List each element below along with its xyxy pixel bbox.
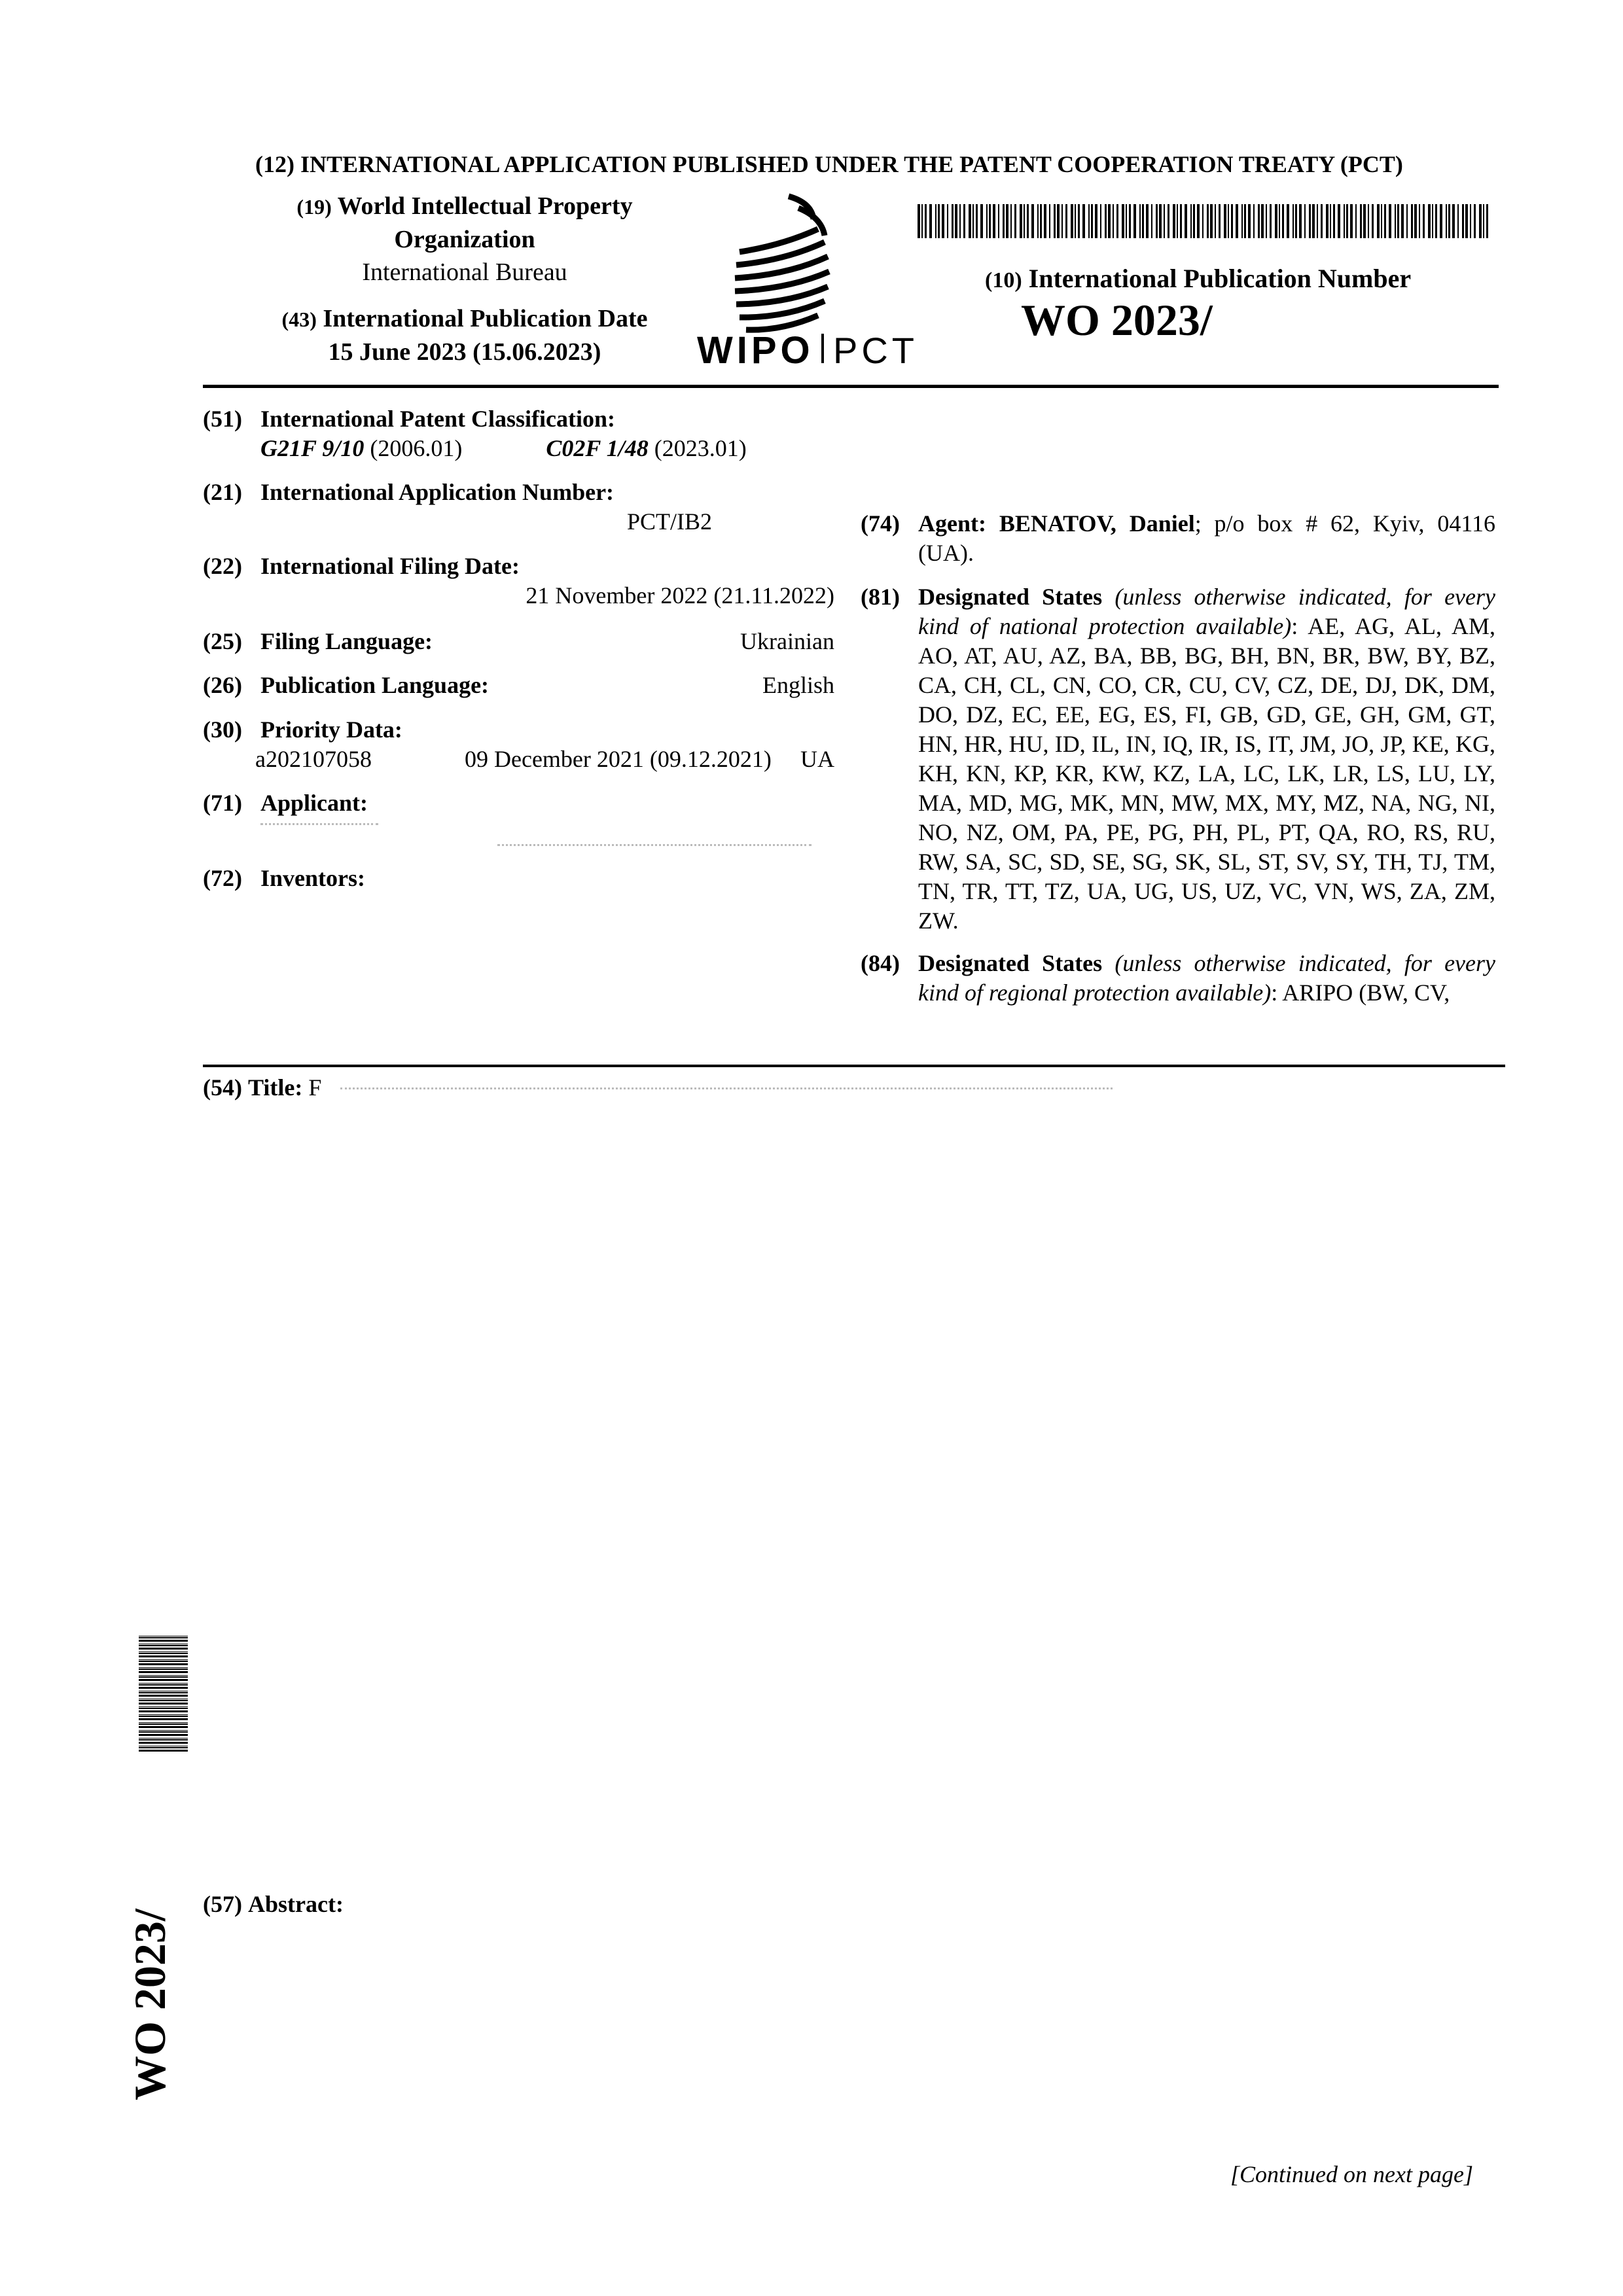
barcode-bar (139, 1710, 188, 1712)
barcode-bar (998, 204, 999, 238)
barcode-bar (1248, 204, 1251, 238)
ipc-values: G21F 9/10 (2006.01) C02F 1/48 (2023.01) (260, 435, 747, 461)
barcode-bar (1474, 204, 1476, 238)
barcode-bar (139, 1722, 188, 1723)
barcode-bar (139, 1648, 188, 1650)
barcode-bar (1389, 204, 1391, 238)
barcode-bar (972, 204, 974, 238)
barcode-bar (1309, 204, 1311, 238)
barcode-bar (1168, 204, 1169, 238)
barcode-bar (1031, 204, 1034, 238)
barcode-bar (1164, 204, 1165, 238)
barcode-bar (139, 1714, 188, 1715)
barcode-bar (1346, 204, 1348, 238)
barcode-bar (1210, 204, 1213, 238)
barcode-bar (1282, 204, 1284, 238)
barcode-bar (1368, 204, 1369, 238)
barcode-bar (1440, 204, 1442, 238)
barcode-bar (1075, 204, 1076, 238)
barcode-bar (139, 1679, 188, 1681)
barcode-bar (1462, 204, 1464, 238)
barcode-bar (1116, 204, 1118, 238)
filing-date-value: 21 November 2022 (21.11.2022) (526, 582, 834, 609)
barcode-bar (1363, 204, 1366, 238)
barcode-bar (1395, 204, 1396, 238)
barcode-bar (1483, 204, 1484, 238)
barcode-bar (1486, 204, 1488, 238)
barcode-bar (1414, 204, 1417, 238)
barcode-bar (1293, 204, 1294, 238)
barcode-bar (139, 1687, 188, 1689)
barcode-bar (1241, 204, 1243, 238)
barcode-bar (1105, 204, 1107, 238)
barcode-bar (1321, 204, 1323, 238)
barcode-bar (1185, 204, 1187, 238)
barcode-bar (969, 204, 971, 238)
barcode-bar (1044, 204, 1046, 238)
publication-language-value: English (762, 672, 834, 698)
barcode-bar (952, 204, 954, 238)
barcode-bar (1173, 204, 1175, 238)
barcode-bar (1428, 204, 1431, 238)
barcode-bar (1057, 204, 1060, 238)
publication-language-field: (26) Publication Language: English (203, 671, 834, 700)
applicant-redacted (260, 823, 378, 825)
barcode-bar (918, 204, 920, 238)
logo-divider (821, 334, 824, 363)
barcode-bar (1244, 204, 1246, 238)
barcode-bar (139, 1667, 188, 1668)
barcode-bar (1270, 204, 1272, 238)
barcode-bar (1479, 204, 1482, 238)
barcode-bar (938, 204, 940, 238)
barcode-bar (139, 1700, 188, 1701)
barcode-bar (139, 1637, 188, 1638)
barcode-bar (1381, 204, 1382, 238)
priority-values: a202107058 09 December 2021 (09.12.2021) UA (255, 746, 834, 772)
barcode-bar (1091, 204, 1093, 238)
barcode-bar (139, 1640, 188, 1642)
header-divider (203, 385, 1499, 388)
barcode-bar (139, 1734, 188, 1736)
barcode-bar (1088, 204, 1090, 238)
barcode-bar (942, 204, 944, 238)
barcode-bar (1344, 204, 1345, 238)
barcode-bar (1146, 204, 1149, 238)
barcode-bar (1193, 204, 1195, 238)
barcode-bar (935, 204, 936, 238)
barcode-bar (1231, 204, 1233, 238)
filing-date-field: (22) International Filing Date: (203, 553, 520, 579)
barcode-bar (921, 204, 923, 238)
barcode-bar (1333, 204, 1335, 238)
side-barcode (139, 1636, 188, 1754)
barcode-bar (1330, 204, 1331, 238)
barcode-bar (1082, 204, 1085, 238)
barcode-bar (139, 1708, 188, 1709)
barcode-bar (139, 1726, 188, 1728)
barcode-bar (139, 1683, 188, 1684)
barcode-bar (139, 1742, 188, 1744)
barcode-bar (139, 1675, 188, 1676)
barcode-bar (1049, 204, 1050, 238)
barcode-bar (929, 204, 932, 238)
barcode-bar (139, 1739, 188, 1740)
barcode-bar (139, 1671, 188, 1673)
barcode-bar (1078, 204, 1080, 238)
barcode-bar (1061, 204, 1063, 238)
barcode-bar (1317, 204, 1318, 238)
barcode-bar (1108, 204, 1111, 238)
barcode-bar (1406, 204, 1408, 238)
barcode-bar (139, 1730, 188, 1731)
barcode-bar (139, 1651, 188, 1652)
barcode-bar (1446, 204, 1447, 238)
barcode-bar (947, 204, 948, 238)
barcode-bar (1024, 204, 1025, 238)
bibliographic-divider (203, 1065, 1505, 1067)
wipo-logo-text: WIPO (697, 329, 814, 370)
barcode-bar (1037, 204, 1039, 238)
barcode-bar (1258, 204, 1260, 238)
barcode-bar (1202, 204, 1204, 238)
barcode-bar (1006, 204, 1008, 238)
application-number-field: (21) International Application Number: (203, 479, 615, 505)
barcode-bar (1054, 204, 1056, 238)
barcode-bar (139, 1669, 188, 1670)
barcode-bar (1100, 204, 1101, 238)
publication-number: WO 2023/ (1021, 295, 1213, 345)
barcode-bar (1470, 204, 1471, 238)
barcode-bar (1014, 204, 1016, 238)
pct-title: (12) INTERNATIONAL APPLICATION PUBLISHED UNDER THE PATENT COOPERATION TREATY (PCT) (255, 151, 1403, 177)
barcode-bar (1133, 204, 1136, 238)
barcode-bar (1207, 204, 1209, 238)
barcode-bar (1326, 204, 1329, 238)
barcode-bar (1236, 204, 1238, 238)
barcode-bar (1156, 204, 1158, 238)
barcode-bar (955, 204, 957, 238)
barcode-bar (1126, 204, 1127, 238)
priority-field: (30) Priority Data: (203, 716, 402, 743)
barcode-bar (139, 1738, 188, 1739)
applicant-redacted (497, 844, 812, 846)
barcode-bar (1448, 204, 1450, 238)
barcode-bar (1215, 204, 1216, 238)
barcode-bar (925, 204, 927, 238)
title-field: (54) Title: F (203, 1074, 322, 1101)
publication-barcode (918, 204, 1493, 238)
barcode-bar (1122, 204, 1124, 238)
barcode-bar (139, 1750, 188, 1752)
barcode-bar (139, 1703, 188, 1704)
barcode-bar (1312, 204, 1315, 238)
pct-logo-text: PCT (833, 330, 918, 370)
barcode-bar (1027, 204, 1029, 238)
barcode-bar (139, 1655, 188, 1657)
barcode-bar (1457, 204, 1459, 238)
barcode-bar (1010, 204, 1012, 238)
designated-states-regional: (84) Designated States (unless otherwise indicated, for every kind of regional protection available): ARIPO (BW, CV, (861, 950, 1495, 1006)
barcode-bar (1435, 204, 1437, 238)
barcode-bar (1159, 204, 1162, 238)
barcode-bar (139, 1706, 188, 1707)
title-redacted (340, 1087, 1113, 1089)
organization-block: (19) World Intellectual Property Organization International Bureau (296, 192, 633, 286)
barcode-bar (139, 1747, 188, 1748)
barcode-bar (1040, 204, 1042, 238)
barcode-bar (1020, 204, 1022, 238)
barcode-bar (976, 204, 978, 238)
barcode-bar (1071, 204, 1073, 238)
barcode-bar (1401, 204, 1404, 238)
barcode-bar (1419, 204, 1420, 238)
barcode-bar (1423, 204, 1425, 238)
barcode-bar (139, 1661, 188, 1662)
barcode-bar (1003, 204, 1005, 238)
barcode-bar (139, 1663, 188, 1665)
barcode-bar (1139, 204, 1141, 238)
barcode-bar (1355, 204, 1357, 238)
barcode-bar (1299, 204, 1302, 238)
filing-language-field: (25) Filing Language: Ukrainian (203, 627, 834, 656)
barcode-bar (139, 1723, 188, 1725)
publication-number-label: (10) International Publication Number (985, 264, 1412, 293)
abstract-field: (57) Abstract: (203, 1891, 344, 1917)
barcode-bar (1397, 204, 1399, 238)
barcode-bar (1377, 204, 1380, 238)
continued-note: [Continued on next page] (1230, 2161, 1473, 2187)
barcode-bar (139, 1684, 188, 1686)
barcode-bar (989, 204, 991, 238)
barcode-bar (1372, 204, 1374, 238)
barcode-bar (1095, 204, 1097, 238)
barcode-bar (1065, 204, 1067, 238)
barcode-bar (139, 1692, 188, 1693)
barcode-bar (139, 1676, 188, 1678)
inventors-field: (72) Inventors: (203, 865, 365, 891)
barcode-bar (1304, 204, 1306, 238)
barcode-bar (1197, 204, 1200, 238)
barcode-bar (980, 204, 983, 238)
barcode-bar (963, 204, 965, 238)
barcode-bar (1177, 204, 1178, 238)
barcode-bar (1129, 204, 1131, 238)
barcode-bar (1295, 204, 1297, 238)
barcode-bar (139, 1659, 188, 1660)
barcode-bar (1384, 204, 1386, 238)
ipc-field: (51) International Patent Classification: (203, 406, 615, 432)
barcode-bar (1360, 204, 1362, 238)
barcode-bar (139, 1695, 188, 1697)
barcode-bar (1253, 204, 1255, 238)
barcode-bar (1142, 204, 1144, 238)
designated-states-national: (81) Designated States (unless otherwise indicated, for every kind of national protection available): AE, AG, AL, AM, AO, AT, AU, AZ, BA, BB, BG, BH, BN, BR, BW, BY, BZ, CA, CH, CL, CN, CO, CR, CU, CV, CZ, DE, DJ, DK, DM, DO, DZ, EC, EE, EG, ES, FI, GB, GD, GE, GH, GM, GT, HN, HR, HU, ID, IL, IN, IQ, IR, IS, IT, JM, JO, JP, KE, KG, KH, KN, KP, KR, KW, KZ, LA, LC, LK, LR, LS, LU, LY, MA, MD, MG, MK, MN, MW, MX, MY, MZ, NA, NG, NI, NO, NZ, OM, PA, PE, PG, PH, PL, PT, QA, RO, RS, RU, RW, SA, SC, SD, SE, SG, SK, SL, ST, SV, SY, TH, TJ, TM, TN, TR, TT, TZ, UA, UG, US, UZ, VC, VN, WS, ZA, ZM, ZW. (861, 584, 1495, 934)
wipo-logo (690, 183, 933, 370)
barcode-bar (1411, 204, 1413, 238)
side-publication-number: WO 2023/ (125, 1909, 175, 2100)
barcode-bar (139, 1645, 188, 1646)
barcode-bar (1180, 204, 1182, 238)
barcode-bar (1452, 204, 1455, 238)
barcode-bar (1228, 204, 1229, 238)
barcode-bar (1432, 204, 1433, 238)
barcode-bar (1279, 204, 1280, 238)
barcode-bar (1261, 204, 1264, 238)
barcode-bar (1338, 204, 1340, 238)
barcode-bar (1151, 204, 1152, 238)
application-number-value: PCT/IB2 (627, 508, 713, 535)
barcode-bar (1465, 204, 1468, 238)
barcode-bar (993, 204, 995, 238)
agent-field: (74) Agent: BENATOV, Daniel; p/o box # 62, Kyiv, 04116 (UA). (861, 510, 1495, 566)
barcode-bar (1113, 204, 1114, 238)
barcode-bar (139, 1731, 188, 1733)
barcode-bar (1287, 204, 1289, 238)
barcode-bar (1219, 204, 1221, 238)
barcode-bar (139, 1716, 188, 1717)
barcode-bar (1266, 204, 1267, 238)
filing-language-value: Ukrainian (740, 628, 834, 654)
barcode-bar (1275, 204, 1277, 238)
publication-date-block: (43) International Publication Date 15 June 2023 (15.06.2023) (281, 305, 648, 366)
wipo-globe-icon (735, 196, 829, 330)
barcode-bar (139, 1653, 188, 1654)
barcode-bar (139, 1718, 188, 1720)
barcode-bar (986, 204, 988, 238)
barcode-bar (1190, 204, 1192, 238)
barcode-bar (1224, 204, 1226, 238)
barcode-bar (1350, 204, 1353, 238)
barcode-bar (959, 204, 961, 238)
applicant-field: (71) Applicant: (203, 790, 368, 816)
